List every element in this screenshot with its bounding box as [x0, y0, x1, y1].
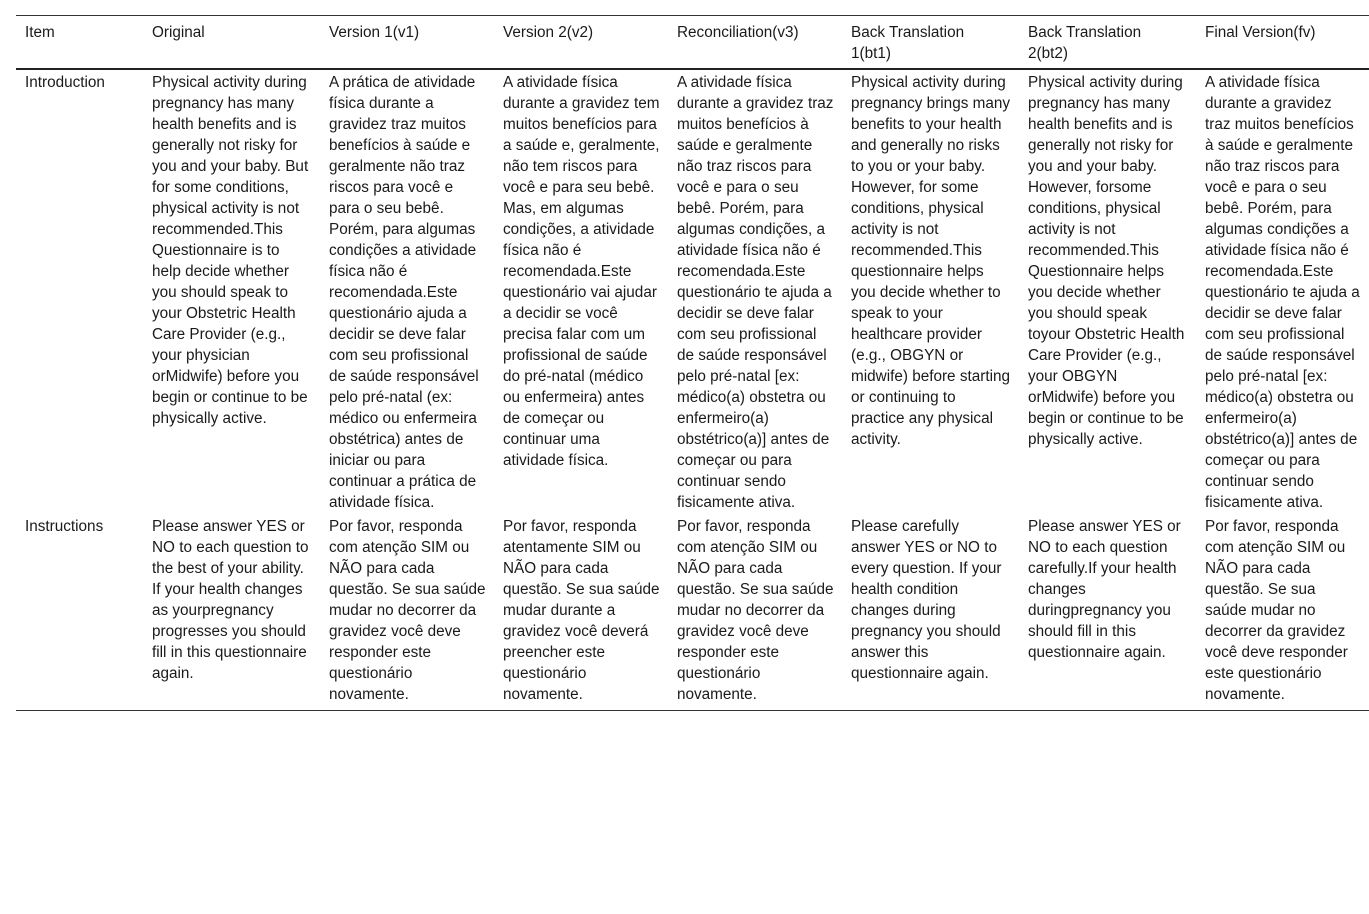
header-final-version: Final Version(fv)	[1205, 24, 1316, 41]
table-row	[16, 513, 1369, 711]
header-original: Original	[152, 24, 205, 41]
cell-item: Instructions	[25, 518, 104, 535]
header-back-translation-2	[1019, 16, 1196, 70]
cell-reconciliation: Por favor, responda com atenção SIM ou NÃO para cada questão. Se sua saúde mudar no decorrer da gravidez você deve responder este questionário novamente.	[677, 518, 834, 703]
cell-back-translation-1: Physical activity during pregnancy brings many benefits to your health and generally no risks to you or your baby. However, for some conditions, physical activity is not recommended.This questionnaire helps you decide whether to speak to your healthcare provider (e.g., OBGYN or midwife) before starting or continuing to practice any physical activity.	[851, 74, 1011, 448]
cell-original: Physical activity during pregnancy has many health benefits and is generally not risky for you and your baby. But for some conditions, physical activity is not recommended.This Questionnaire is to help decide whether you should speak to your Obstetric Health Care Provider (e.g., your physician orMidwife) before you begin or continue to be physically active.	[152, 74, 309, 427]
cell-back-translation-2: Physical activity during pregnancy has many health benefits and is generally not risky for you and your baby. However, forsome conditions, physical activity is not recommended.This Questionnaire helps you decide whether you should speak toyour Obstetric Health Care Provider (e.g., your OBGYN orMidwife) before you begin or continue to be physically active.	[1028, 74, 1185, 448]
table-header-row	[16, 16, 1369, 70]
cell-version-1: A prática de atividade física durante a gravidez traz muitos benefícios à saúde e geralmente não traz riscos para você e para o seu bebê. Porém, para algumas condições a atividade física não é recomendada.Este questionário ajuda a decidir se deve falar com seu profissional de saúde responsável pelo pré-natal (ex: médico ou enfermeira obstétrica) antes de iniciar ou para continuar a prática de atividade física.	[329, 74, 479, 511]
cell-original: Please answer YES or NO to each question to the best of your ability. If your health changes as yourpregnancy progresses you should fill in this questionnaire again.	[152, 518, 309, 682]
header-version-1: Version 1(v1)	[329, 24, 420, 41]
header-back-translation-1-text: Back Translation 1(bt1)	[851, 24, 965, 62]
header-version-2: Version 2(v2)	[503, 24, 594, 41]
header-back-translation-2-text: Back Translation 2(bt2)	[1028, 24, 1142, 62]
header-back-translation-1	[842, 16, 1019, 70]
header-item: Item	[25, 24, 55, 41]
cell-item: Introduction	[25, 74, 105, 91]
translation-table	[16, 15, 1369, 711]
cell-final-version: Por favor, responda com atenção SIM ou NÃO para cada questão. Se sua saúde mudar no decorrer da gravidez você deve responder este questionário novamente.	[1205, 518, 1348, 703]
cell-back-translation-2: Please answer YES or NO to each question carefully.If your health changes duringpregnancy you should fill in this questionnaire again.	[1028, 518, 1181, 661]
header-reconciliation: Reconciliation(v3)	[677, 24, 799, 41]
cell-version-1: Por favor, responda com atenção SIM ou NÃO para cada questão. Se sua saúde mudar no decorrer da gravidez você deve responder este questionário novamente.	[329, 518, 486, 703]
cell-version-2: A atividade física durante a gravidez tem muitos benefícios para a saúde e, geralmente, não tem riscos para você e para seu bebê. Mas, em algumas condições, a atividade física não é recomendada.Este questionário vai ajudar a decidir se você precisa falar com um profissional de saúde do pré-natal (médico ou enfermeira) antes de começar ou continuar uma atividade física.	[503, 74, 660, 469]
cell-back-translation-1: Please carefully answer YES or NO to every question. If your health condition changes during pregnancy you should answer this questionnaire again.	[851, 518, 1002, 682]
cell-final-version: A atividade física durante a gravidez traz muitos benefícios à saúde e geralmente não traz riscos para você e para o seu bebê. Porém, para algumas condições a atividade física não é recomendada.Este questionário te ajuda a decidir se deve falar com seu profissional de saúde responsável pelo pré-natal [ex: médico(a) obstetra ou enfermeiro(a) obstétrico(a)] antes de começar ou para continuar sendo fisicamente ativa.	[1205, 74, 1360, 511]
cell-version-2: Por favor, responda atentamente SIM ou NÃO para cada questão. Se sua saúde mudar durante a gravidez você deverá preencher este questionário novamente.	[503, 518, 660, 703]
table-row	[16, 69, 1369, 513]
cell-reconciliation: A atividade física durante a gravidez traz muitos benefícios à saúde e geralmente não traz riscos para você e para o seu bebê. Porém, para algumas condições, a atividade física não é recomendada.Este questionário te ajuda a decidir se deve falar com seu profissional de saúde responsável pelo pré-natal [ex: médico(a) obstetra ou enfermeiro(a) obstétrico(a)] antes de começar ou para continuar sendo fisicamente ativa.	[677, 74, 834, 511]
